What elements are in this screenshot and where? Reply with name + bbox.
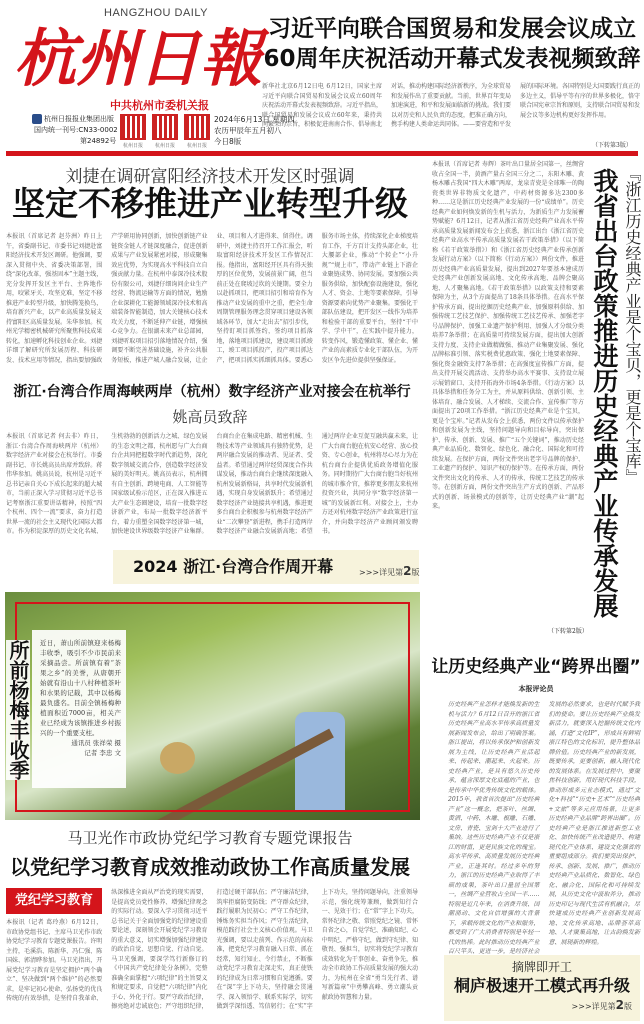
qr-label: 杭州日报 [186,143,207,149]
english-name: HANGZHOU DAILY [104,7,208,19]
newspaper-logo: 杭州日報 [14,22,263,95]
see-page-link[interactable]: >>>详见第2版 [571,998,632,1012]
commentary-byline: 本报评论员 [518,685,554,693]
date: 2024年6月13日 星期四 [214,115,295,124]
qr-label: 杭州日报 [154,143,175,149]
tonglu-promo-box[interactable] [444,955,640,1021]
headline-line: 60周年庆祝活动开幕式发表视频致辞 [263,46,641,72]
jump-note: （下转第3版） [592,142,632,149]
serial-number: 国内统一刊号:CN33-0002 [34,126,118,134]
promo-title: 2024 浙江·台湾合作周开幕 [133,557,334,576]
taiwan-promo-box[interactable] [113,550,419,584]
photo-caption: 近日，萧山所前镇迎来杨梅丰收季，吸引不少市民前来采摘品尝。所前镇有着“茶果之乡”的美誉，从唐朝开始就有沿山十八村种植茶叶和水果的记载，其中以杨梅最负盛名。目前全镇杨梅种植面积近7000亩，相关产业已经成为该镇推进乡村振兴的一个重要支柱。 [40,639,121,737]
taiwan-body: 本报讯（首席记者 何去非）昨日，浙江·台湾合作周海峡两岸（杭州）数字经济产业对接会在杭举行。市委副书记、市长姚高员出席并致辞。蒋伟华参加。姚高员说，杭州是习近平总书记亲自关心下成长起来的超大城市，当前正深入学习贯彻习近平总书记考察浙江重要讲话精神，按照“四个杭州、四个一流”要求，奋力打造世界一流的社会主义现代化国际大都市。作为积淀深厚的历史文化名城、生机勃勃的创新活力之城、绿色发展的生态文明之都，杭州愿与广大台商台企共同把握数字时代新趋势，深化数字领域交流合作，创造数字经济发展的美好明天。姚高员表示，杭州拥有自主创新、跨境电商、人工智能等国家级试验示范区，正在深入推进五大产业生态圈建设，培育一批数字经济新产业，布局一批数字经济新平台，着力重塑全国数字经济第一城，加快建设世界级数字经济产业集群。台商台企在集成电路、精密机械、生物技术等产业领域具有独特优势，是两岸融合发展的推动者、见证者、受益者。希望通过两岸经贸深度合作共谋发展，推动台商台企继续深度融入杭州发展新格局，共享时代发展新机遇，实现自身发展新跃升；希望通过数字经济产业链接共享机遇，推进更多台商台企积极参与杭州数字经济产业“二次攀登”新进程，携手打造两岸数字经济产业融合发展新高地；希望通过两岸企业互促互融共赢未来，让广大台商台胞在杭安心经营、放心投资、专心创业，杭州将尽心尽力为在杭台商台企提供优质政务增值化服务。同时期待广大台商台胞当好杭州的城市推介官，推荐更多朋友来杭州投资兴业，共同分享“数字经济第一城”的发展新红利。对接会上，主办方还对杭州数字经济产业政策进行宣介，并向数字经济产业顾问颁发聘书。 [6,433,418,535]
cppcc-headline[interactable]: 以党纪学习教育成效推动政协工作高质量发展 [10,855,410,879]
organ-label: 中共杭州市委机关报 [110,99,209,112]
cppcc-body [6,888,418,1012]
taiwan-headline[interactable]: 浙江·台湾合作周海峡两岸（杭州）数字经济产业对接会在杭举行 [13,384,411,400]
qr-code-icon[interactable] [152,114,178,140]
taiwan-subhead: 姚高员致辞 [172,408,248,426]
cppcc-text: 本报讯（记者 葛玲燕）6月12日，市政协党组书记、主席马卫光作市政协党纪学习教育专题党课报告。许明主持，毛溪浩、陈新华、冯仁强、陈国妹、郭清晔参加。马卫光指出，开展党纪学习教育是坚定拥护“两个确立”、坚决做到“两个维护”的必然要求，是牢记初心使命、弘扬党的优良传统的有效举措，是坚持自我革命、纵深推进全面从严治党的现实需要，是提高党员党性修养、增强纪律观念的实际行动。要深入学习贯彻习近平总书记关于全面加强党的纪律建设重要论述，深刻领会开展党纪学习教育的重大意义，切实增强加强纪律建设的政治自觉、思想自觉、行动自觉。马卫光强调，要深学笃行新修订的《中国共产党纪律处分条例》，完整准确全面掌握“六项纪律”的主旨要义和规定要求，自觉把“六项纪律”内化于心、外化于行。要严守政治纪律，擦亮绝对忠诚底色；严守组织纪律，打造过硬干部队伍；严守廉洁纪律，筑牢拒腐防变防线；严守群众纪律，践行履职为民初心；严守工作纪律，锤炼务实担当作风；严守生活纪律，模范践行社会主义核心价值观。马卫光强调，要以走前列、作示范的高标准，把党纪学习教育融入日常、抓在经常，知行知止、令行禁止，不断推动党纪学习教育走深走实，真正使铁的纪律成为日常习惯和自觉遵循。要在“深”字上下功夫，坚持融会贯通学、深入领悟学、联系实际学，切实做到学深悟透、笃信躬行；在“实”字上下功夫，坚持问题导向，注重领导示范，强化统筹兼顾，做到知行合一、见效于行；在“常”字上下功夫，常怀纪律之敬、常照党纪之镜、常怀自省之心，自觉学纪、准确知纪、心中明纪、严格守纪，做到守纪律、知敬畏、强担当，切实将党纪学习教育成效转化为干事创业、奋勇争先，推动全市政协工作高质量发展的强大动力，为杭州在全省“勇当先行者、谱写新篇章”中勇攀高峰、勇立潮头贡献政协智慧和力量。 [6,889,418,1010]
cppcc-kicker: 马卫光作市政协党纪学习教育专题党课报告 [67,829,353,847]
promo-headline: 桐庐极速开工模式再升级 [453,976,630,995]
jump-note: （下转第2版） [548,628,588,635]
qr-label: 杭州日报 [122,143,143,149]
commentary-body: 历史经典产业怎样才能焕发新的生机与活力？6月12日召开的浙江省历史经典产业高水平传承高质量发展新闻发布会，给出了明确答案。浙江提出，将以传承保护和创新发展为主线，让历史经典产业活起来、传起来、潮起来、火起来。历史经典产业，是具有悠久历史传承，蕴含深厚文化底蕴的产业，也是传承中华优秀传统文化的载体。2015年，我省首次提出“历史经典产业”这一概念，把茶叶、丝绸、黄酒、中药、木雕、根雕、石雕、文房、青瓷、宝剑十大产业进行了集纳。这些历史经典产业不仅是浙江的财富，更是民族文化的瑰宝。高水平传承、高质量发展历史经典产业，正逢其时。经过多年的努力，浙江的历史经典产业取得了丰硕的成果，茶叶出口量居全国第一，丝绸产业营收占全国一半……特别是近几年来，在消费升级、国潮涌动、文化自信增强的大背景下，承载传统文化的产业和服务，都受到了广大消费者特别是年轻一代的热捧。此时推动历史经典产业百尺竿头、更进一步，是经济社会发展的必然要求，也是时代赋予我们的使命。要让历史经典产业焕发新活力，就要深入挖掘传统文化内涵，打造“文化IP”，形成具有鲜明浙江特色的文化标识，提升整体品牌价值。历史经典产业的新发展，既要传承，更要创新，融入现代化的发展体系。在发展过程中，要聚焦科技创新，用好现代科技手段，推动形成多元业态模式，通过“文化+科技”“历史+艺术”“历史经典+文旅”等多元应用场景，让更多历史经典产业品牌“跨界出圈”。历史经典产业是浙江推进新型工业化、加快传统产业改造提升、构建现代化产业体系、建设文化强省的重要组成部分。我们要突出保护、传承、创新、发展、推广，推动历史经典产业品质化、数智化、绿色化、融合化、国际化和可持续发展，从历史文化中汲取养分，推动历史印记与现代生活有机融合，尽快建成历史经典产业创新发展高地、文化传承高地、品牌荟萃高地、人才聚集高地，让古韵焕发新意、展现新的辉煌。 [448,701,640,955]
photo-caption-box [32,630,126,788]
headline-line: 习近平向联合国贸易和发展会议成立 [268,16,636,42]
page-count: 今日8版 [214,137,242,146]
issue-number: 第24892号 [80,137,117,145]
top-story-headline[interactable] [262,14,642,74]
text-credit: 记者 李忠 文 [84,749,121,757]
top-story-body: 新华社北京6月12日电 6月12日，国家主席习近平向联合国贸易和发展会议成立60周年庆祝活动开幕式发表视频致辞。习近平指出，联合国贸易和发展会议成立60年来，秉持共同繁荣的宗旨，积极促进南南合作、倡导南北对话，推动构建国际经济新秩序，为全球贸易和发展作出了重要贡献。当前，世界百年变局加速演进，和平和发展面临新的挑战。我们要以对历史和人民负责的态度，把准正确方向，携手构建人类命运共同体。——要营造和平发展的国际环境。各国特别是大国要践行真正的多边主义，倡导平等有序的世界多极化，恪守联合国宪章宗旨和原则，支持联合国贸易和发展会议等多边机构更好发挥作用。 [262,83,641,128]
photo-title: 所前杨梅丰收季 [6,640,30,780]
heritage-body: 本报讯（首席记者 寿辉）茶叶出口量居全国第一，丝绸营收占全国一半，黄酒产量占全国三分之二，东阳木雕、黄杨木雕占我国“四大木雕”两席，龙泉青瓷是全球唯一的陶瓷类世界非物质文化遗产，中药材资源多达2300多种……这是浙江历史经典产业发展的一份“成绩单”。历史经典产业如何焕发新的生机与活力，为新质生产力发展蓄势赋能？6月12日，记者从浙江省历史经典产业高水平传承高质量发展新闻发布会上获悉，浙江出台《浙江省历史经典产业高水平传承高质量发展若干政策举措》（以下简称《若干政策举措》）和《浙江省历史经典产业传承创新发展行动方案》（以下简称《行动方案》）两份文件，推进历史经典产业高质量发展，提出到2027年要基本建成历史经典产业创新发展高地、文化传承高地、品牌会聚高地、人才聚集高地。《若干政策举措》以政策支持和要素保障为主，从3个方面提出了18条具体举措。在高水平保护传承方面，提出挖掘历史经典产业、加强原料供给、加强传统工艺技艺保护、加强传统工艺技艺传承、加强老字号品牌保护、加强工业遗产保护利用、加强人才分级分类培养7条举措；在高质量可持续发展方面，提出加大创新支持力度、支持企业做精做强、推动产业集聚发展、强化品牌标准引领、落实税费优惠政策、强化土地要素保障、强化资金融资支持7条举措；在高强度宣传推广方面，提出支持开展交流活动、支持举办高水平赛事、支持设立展示展销窗口、支持开拓海外市场4条举措。《行动方案》以具体举措和任务分工为主，并从原料供给、创新引领、主体培育、融合发展、人才梯续、交流合作、宣传推广等方面提出了20项工作举措。“浙江历史经典产业是个宝贝，更是个宝库。”记者从发布会上获悉，两份文件以传承保护和创新发展为主线，坚持问题导向和目标导向，突出保护、传承、创新、发展、推广“五个关键词”，推动历史经典产业品质化、数智化、绿色化、融合化、国际化和可持续发展。在保护方面，两份文件突出老字号品牌的保护、工业遗产的保护、知识产权的保护等。在传承方面，两份文件突出文化的传承、人才的传承、传统工艺技艺的传承等。在创新方面，两份文件突出生产方式的创新、产品形式的创新、场景模式的创新等，让历史经典产业“潮”起来。 [432,161,584,510]
lunar-date: 农历甲辰年五月初八 [214,126,282,135]
section-badge: 党纪学习教育 [6,888,102,914]
heritage-quote: 『浙江历史经典产业是个宝贝，更是个宝库』 [623,165,642,485]
lead-headline[interactable]: 坚定不移推进产业转型升级 [12,184,408,223]
see-page-link[interactable]: >>>详见第2版 [359,564,420,578]
photo-credit: 通讯员 张祥荣 摄 [71,739,121,747]
badge-spacer [6,888,102,918]
commentary-headline[interactable]: 让历史经典产业“跨界出圈” [431,657,641,677]
publisher-logo-icon [32,114,42,124]
publisher-info [34,114,118,147]
heritage-headline[interactable]: 我省出台政策推进历史经典产业传承发展 [590,168,619,618]
qr-code-icon[interactable] [184,114,210,140]
lead-kicker: 刘捷在调研富阳经济技术开发区时强调 [65,167,355,187]
masthead-rule [6,151,638,156]
lead-body: 本报讯（首席记者 赵芬洲）昨日上午，省委副书记、市委书记刘捷赴富阳经济技术开发区调研。他强调，要深入贯彻中央、省委决策部署，围绕“深化改革，强基固本”主题主线，充分发挥开发区主平台、主阵地作用，咬紧牙关、攻坚克难，坚定不移推进产业转型升级，加快腾笼换鸟，培育新兴产业，以产业高质量发展支持富阳区高质量发展。朱华参加。杭州光学精密机械研究所聚焦科技成果转化，加速孵化科技创业企业。刘捷详细了解研究所发展历程、科技研发、技术应用等情况，指出要加强政产学研用协同创新，加快创新链产业链资金链人才链深度融合，促进创新成果与产业发展紧密对接，形成聚集效应优势，为实现高水平科技自立自强贡献力量。在杭州中泰深冷技术股份有限公司，刘捷仔细询问企业生产经营、物流运输等方面的情况，勉励企业深耕化工能源领域深冷技术和高端装备智能制造，加大关键核心技术攻关力度，不断延伸产业链，增强核心竞争力。在银湖未来产业总部园，刘捷听取项目招引落地情况介绍，强调要不断完善基础设施，补齐公共服务短板，推进产城人融合发展，让企业、项目和人才进得来、留得住。调研中，刘捷主持召开工作汇报会，听取富阳经济技术开发区工作情况汇报。他指出，富阳经开区具有得天独厚的区位优势，发展前景广阔，但当前正处在爬坡过坎的关键期。要全力以赴抓项目，把项目招引和培育作为推动产业发展的重中之重，把全生命周期管理服务理念贯穿项目建设各领域各环节，加大“走出去”招引步伐，坚持盯项目抓签约，签约项目抓落地，落地项目抓建设，建设项目抓竣工，竣工项目抓投产，投产项目抓达产，把项目抓实抓细抓具体。要悉心服务市场主体，持续深化企业梯度培育工作，千方百计支持头部企业，壮大腰部企业，推动“个转企”“小升规”“规上市”，带动产业链上下游企业聚链成势、协同发展。要加强公共服务供给，加快配套设施建设，强化人才、资金、土地等要素保障，引导资源要素向优势产业聚集。要强化干部队伍建设，把开发区一线作为培养和检验干部的重要平台，坚持“干中学、学中干”，在实践中提升能力，转变作风，锻造懂政策、懂企业、懂产业的高素质专业化干部队伍，为开发区争先进位提供坚强保证。 [6,233,418,364]
qr-code-icon[interactable] [120,114,146,140]
publisher-name: 杭州日报报业集团出版 [44,115,114,123]
promo-kicker: 摘牌即开工 [511,960,572,974]
